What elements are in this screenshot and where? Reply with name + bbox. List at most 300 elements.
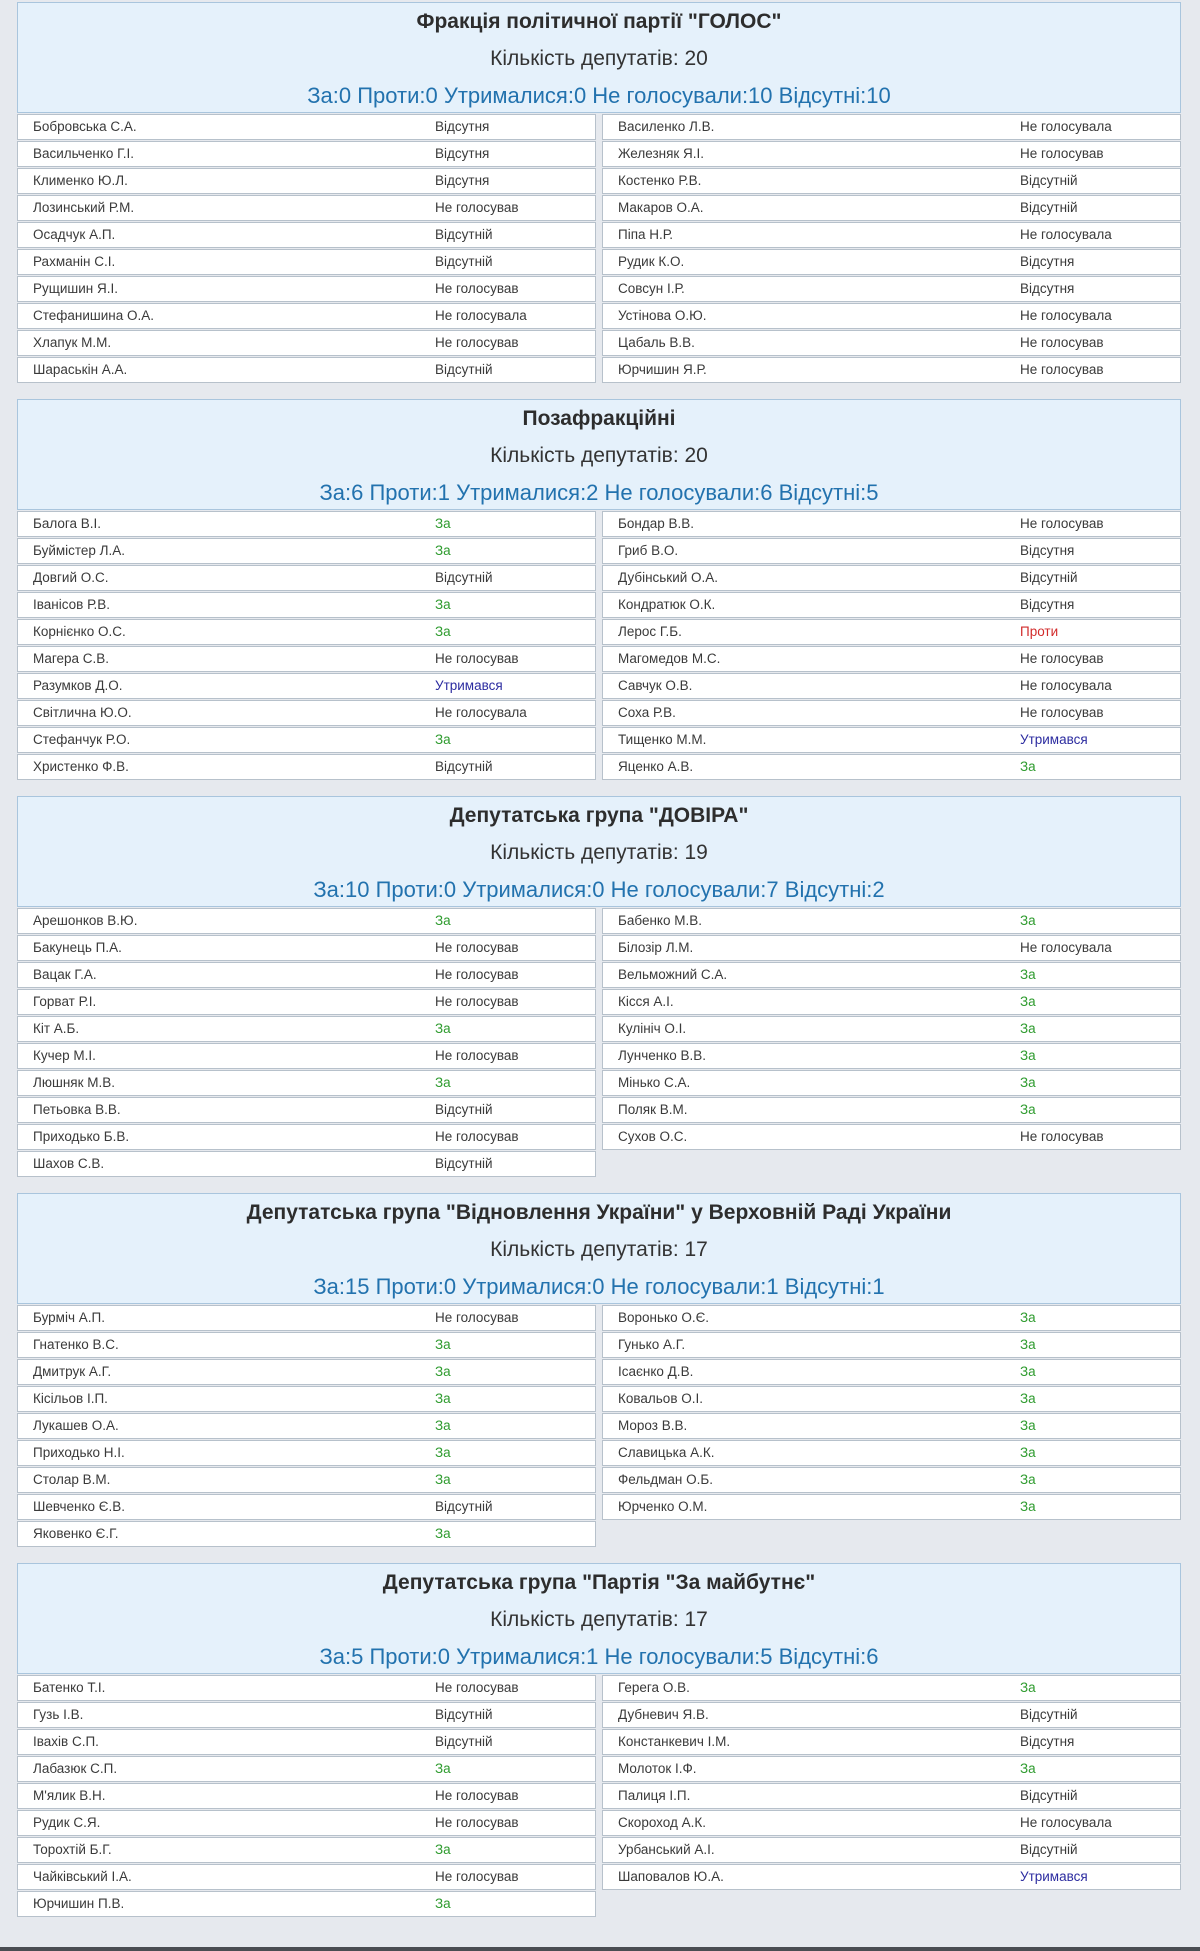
deputy-name: Фельдман О.Б. <box>618 1472 713 1487</box>
deputy-row <box>17 114 596 140</box>
deputy-name: Скороход А.К. <box>618 1815 706 1830</box>
deputy-name: Батенко Т.І. <box>33 1680 106 1695</box>
deputy-name: Шевченко Є.В. <box>33 1499 125 1514</box>
empty-cell <box>602 1151 1181 1177</box>
vote-result: Не голосував <box>435 335 519 350</box>
vote-result: За <box>1020 994 1036 1009</box>
vote-result: Не голосував <box>1020 1129 1104 1144</box>
faction-title: Депутатська група "ДОВІРА" <box>449 804 749 827</box>
deputy-name: Юрчишин П.В. <box>33 1896 125 1911</box>
deputy-vote-table <box>17 1305 1181 1547</box>
deputy-row <box>17 303 596 329</box>
deputy-name: Сухов О.С. <box>618 1129 688 1144</box>
deputy-row <box>602 619 1181 645</box>
vote-result: Не голосувала <box>1020 119 1112 134</box>
vote-result: За <box>1020 1472 1036 1487</box>
deputy-name: Славицька А.К. <box>618 1445 715 1460</box>
deputy-row <box>17 330 596 356</box>
deputy-row <box>17 1305 596 1331</box>
vote-result: Не голосувала <box>1020 1815 1112 1830</box>
vote-result: Відсутній <box>435 1156 493 1171</box>
deputy-row <box>17 1124 596 1150</box>
deputy-name: Констанкевич І.М. <box>618 1734 731 1749</box>
deputy-row <box>17 1440 596 1466</box>
vote-result: Відсутній <box>435 1499 493 1514</box>
vote-result: За <box>1020 759 1036 774</box>
deputy-row <box>602 935 1181 961</box>
vote-result: За <box>435 1761 451 1776</box>
vote-result: За <box>1020 1075 1036 1090</box>
deputy-count: Кількість депутатів: 17 <box>490 1608 708 1631</box>
deputy-name: Лозинський Р.М. <box>33 200 135 215</box>
vote-result: Не голосував <box>435 994 519 1009</box>
deputy-name: Лукашев О.А. <box>33 1418 119 1433</box>
vote-result: За <box>435 1418 451 1433</box>
vote-summary: За:6 Проти:1 Утрималися:2 Не голосували:6 Відсутні:5 <box>319 480 879 505</box>
deputy-name: Клименко Ю.Л. <box>33 173 128 188</box>
deputy-name: Кучер М.І. <box>33 1048 96 1063</box>
vote-result: Не голосував <box>435 1310 519 1325</box>
vote-result: За <box>435 1896 451 1911</box>
deputy-name: Білозір Л.М. <box>618 940 694 955</box>
vote-result: Відсутня <box>435 173 490 188</box>
deputy-name: Торохтій Б.Г. <box>33 1842 112 1857</box>
vote-result: За <box>1020 1102 1036 1117</box>
vote-result: Відсутній <box>435 570 493 585</box>
vote-result: За <box>1020 1391 1036 1406</box>
deputy-name: Кісся А.І. <box>618 994 674 1009</box>
deputy-name: Балога В.І. <box>33 516 102 531</box>
vote-result: Не голосував <box>1020 516 1104 531</box>
vote-result: Не голосувала <box>1020 940 1112 955</box>
deputy-row <box>602 249 1181 275</box>
deputy-name: Арешонков В.Ю. <box>33 913 138 928</box>
deputy-name: Поляк В.М. <box>618 1102 688 1117</box>
deputy-name: Бобровська С.А. <box>33 119 137 134</box>
deputy-name: Кондратюк О.К. <box>618 597 716 612</box>
deputy-row <box>602 1016 1181 1042</box>
deputy-name: Дубневич Я.В. <box>618 1707 709 1722</box>
vote-result: Відсутній <box>1020 1842 1078 1857</box>
vote-result: Не голосував <box>1020 362 1104 377</box>
faction-title: Депутатська група "Відновлення України" у Верховній Раді України <box>246 1201 952 1224</box>
vote-result: За <box>1020 967 1036 982</box>
vote-result: За <box>435 1391 451 1406</box>
deputy-name: Бакунець П.А. <box>33 940 122 955</box>
deputy-row <box>17 511 596 537</box>
deputy-row <box>17 1467 596 1493</box>
deputy-name: Ісаєнко Д.В. <box>618 1364 694 1379</box>
deputy-row <box>602 1124 1181 1150</box>
deputy-count: Кількість депутатів: 20 <box>490 444 708 467</box>
deputy-name: Воронько О.Є. <box>618 1310 710 1325</box>
deputy-row <box>17 1070 596 1096</box>
deputy-name: Бондар В.В. <box>618 516 694 531</box>
deputy-row <box>17 908 596 934</box>
deputy-name: Гнатенко В.С. <box>33 1337 119 1352</box>
faction-header <box>17 796 1181 907</box>
deputy-row <box>17 1097 596 1123</box>
deputy-name: Яковенко Є.Г. <box>33 1526 119 1541</box>
vote-result: Відсутній <box>1020 570 1078 585</box>
empty-cell <box>602 1521 1181 1547</box>
vote-result: Не голосував <box>435 1815 519 1830</box>
vote-result: Відсутній <box>435 227 493 242</box>
deputy-name: Гунько А.Г. <box>618 1337 686 1352</box>
deputy-name: Стефанишина О.А. <box>33 308 154 323</box>
deputy-name: Хлапук М.М. <box>33 335 112 350</box>
deputy-row <box>17 1043 596 1069</box>
deputy-name: Горват Р.І. <box>33 994 97 1009</box>
deputy-count: Кількість депутатів: 19 <box>490 841 708 864</box>
deputy-row <box>602 1305 1181 1331</box>
bottom-edge <box>0 1947 1200 1951</box>
vote-result: За <box>435 516 451 531</box>
deputy-name: Юрченко О.М. <box>618 1499 708 1514</box>
deputy-name: Столар В.М. <box>33 1472 111 1487</box>
deputy-name: Христенко Ф.В. <box>33 759 129 774</box>
deputy-name: Рудик К.О. <box>618 254 685 269</box>
deputy-row <box>602 646 1181 672</box>
deputy-row <box>602 1386 1181 1412</box>
deputy-name: Дмитрук А.Г. <box>33 1364 112 1379</box>
deputy-name: Лерос Г.Б. <box>618 624 682 639</box>
vote-result: Не голосувала <box>1020 227 1112 242</box>
vote-result: За <box>1020 1364 1036 1379</box>
deputy-row <box>17 1783 596 1809</box>
deputy-vote-table <box>17 511 1181 780</box>
vote-result: За <box>435 1472 451 1487</box>
deputy-row <box>17 168 596 194</box>
deputy-row <box>602 1729 1181 1755</box>
deputy-row <box>17 357 596 383</box>
vote-result: Не голосував <box>1020 146 1104 161</box>
deputy-row <box>17 619 596 645</box>
vote-result: Відсутній <box>435 254 493 269</box>
deputy-name: Кулініч О.І. <box>618 1021 687 1036</box>
deputy-row <box>602 1756 1181 1782</box>
deputy-name: Герега О.В. <box>618 1680 690 1695</box>
deputy-name: Дубінський О.А. <box>618 570 719 585</box>
vote-result: Відсутній <box>435 1734 493 1749</box>
deputy-count: Кількість депутатів: 20 <box>490 47 708 70</box>
faction-section <box>17 1563 1181 1917</box>
deputy-row <box>602 1494 1181 1520</box>
deputy-name: Шараськін А.А. <box>33 362 128 377</box>
deputy-row <box>17 1521 596 1547</box>
deputy-row <box>602 1043 1181 1069</box>
deputy-name: Макаров О.А. <box>618 200 704 215</box>
deputy-vote-table <box>17 908 1181 1177</box>
deputy-row <box>17 222 596 248</box>
vote-result: Відсутній <box>1020 1707 1078 1722</box>
deputy-row <box>602 276 1181 302</box>
vote-result: За <box>1020 1680 1036 1695</box>
deputy-name: Приходько Б.В. <box>33 1129 130 1144</box>
vote-result: Не голосувала <box>435 705 527 720</box>
vote-result: За <box>435 913 451 928</box>
vote-result: Відсутня <box>1020 597 1075 612</box>
deputy-name: Яценко А.В. <box>618 759 694 774</box>
deputy-name: Шахов С.В. <box>33 1156 105 1171</box>
deputy-name: Гриб В.О. <box>618 543 679 558</box>
vote-summary: За:0 Проти:0 Утрималися:0 Не голосували:10 Відсутні:10 <box>307 83 891 108</box>
deputy-row <box>602 1783 1181 1809</box>
deputy-name: Устінова О.Ю. <box>618 308 707 323</box>
vote-result: Не голосував <box>435 651 519 666</box>
deputy-name: Урбанський А.І. <box>618 1842 715 1857</box>
faction-header <box>17 399 1181 510</box>
deputy-row <box>17 1864 596 1890</box>
deputy-name: Магомедов М.С. <box>618 651 721 666</box>
deputy-row <box>602 141 1181 167</box>
vote-result: Не голосував <box>435 1048 519 1063</box>
deputy-row <box>17 141 596 167</box>
vote-result: Не голосував <box>435 281 519 296</box>
deputy-row <box>17 646 596 672</box>
deputy-name: Палиця І.П. <box>618 1788 691 1803</box>
deputy-name: Разумков Д.О. <box>33 678 123 693</box>
deputy-row <box>17 1702 596 1728</box>
vote-result: За <box>435 1526 451 1541</box>
deputy-row <box>602 673 1181 699</box>
vote-result: Відсутній <box>435 362 493 377</box>
vote-summary: За:15 Проти:0 Утрималися:0 Не голосували:1 Відсутні:1 <box>313 1274 885 1299</box>
vote-result: Не голосувала <box>1020 678 1112 693</box>
deputy-row <box>17 1413 596 1439</box>
vote-result: Утримався <box>435 678 503 693</box>
deputy-name: Шаповалов Ю.А. <box>618 1869 724 1884</box>
deputy-row <box>602 303 1181 329</box>
faction-header <box>17 2 1181 113</box>
deputy-row <box>17 1756 596 1782</box>
deputy-row <box>602 908 1181 934</box>
vote-result: За <box>1020 1337 1036 1352</box>
vote-result: Не голосував <box>435 1869 519 1884</box>
vote-result: Відсутній <box>1020 200 1078 215</box>
deputy-row <box>17 249 596 275</box>
deputy-name: Лабазюк С.П. <box>33 1761 118 1776</box>
faction-title: Позафракційні <box>522 407 676 430</box>
deputy-name: Соха Р.В. <box>618 705 676 720</box>
deputy-row <box>602 222 1181 248</box>
vote-result: Не голосував <box>435 1788 519 1803</box>
deputy-name: Кісільов І.П. <box>33 1391 108 1406</box>
deputy-row <box>17 1810 596 1836</box>
deputy-row <box>17 1386 596 1412</box>
deputy-row <box>602 1675 1181 1701</box>
deputy-name: Бабенко М.В. <box>618 913 702 928</box>
deputy-name: Василенко Л.В. <box>618 119 715 134</box>
vote-result: За <box>1020 1499 1036 1514</box>
deputy-row <box>602 1864 1181 1890</box>
deputy-row <box>602 538 1181 564</box>
deputy-name: Васильченко Г.І. <box>33 146 135 161</box>
deputy-row <box>17 1359 596 1385</box>
deputy-name: Петьовка В.В. <box>33 1102 121 1117</box>
vote-result: За <box>435 1842 451 1857</box>
vote-result: Відсутня <box>1020 281 1075 296</box>
deputy-vote-table <box>17 1675 1181 1917</box>
vote-summary: За:10 Проти:0 Утрималися:0 Не голосували:7 Відсутні:2 <box>313 877 885 902</box>
deputy-row <box>602 114 1181 140</box>
deputy-row <box>602 1413 1181 1439</box>
deputy-name: Буймістер Л.А. <box>33 543 126 558</box>
deputy-row <box>602 989 1181 1015</box>
deputy-row <box>602 727 1181 753</box>
deputy-row <box>602 1359 1181 1385</box>
vote-result: Не голосував <box>435 1129 519 1144</box>
deputy-name: Магера С.В. <box>33 651 110 666</box>
deputy-name: Бурміч А.П. <box>33 1310 105 1325</box>
vote-result: Відсутній <box>1020 1788 1078 1803</box>
deputy-name: Савчук О.В. <box>618 678 693 693</box>
deputy-name: Костенко Р.В. <box>618 173 702 188</box>
deputy-name: Тищенко М.М. <box>618 732 707 747</box>
vote-result: Утримався <box>1020 732 1088 747</box>
deputy-name: Кіт А.Б. <box>33 1021 80 1036</box>
deputy-row <box>602 1467 1181 1493</box>
deputy-row <box>602 1810 1181 1836</box>
faction-section <box>17 399 1181 780</box>
deputy-name: Вельможний С.А. <box>618 967 728 982</box>
vote-result: За <box>1020 1761 1036 1776</box>
deputy-name: Люшняк М.В. <box>33 1075 115 1090</box>
deputy-name: Чайківський І.А. <box>33 1869 132 1884</box>
vote-summary: За:5 Проти:0 Утрималися:1 Не голосували:5 Відсутні:6 <box>319 1644 879 1669</box>
vote-result: Проти <box>1020 624 1059 639</box>
deputy-row <box>602 962 1181 988</box>
deputy-name: Стефанчук Р.О. <box>33 732 131 747</box>
faction-section <box>17 2 1181 383</box>
vote-results-page <box>17 2 1181 1933</box>
deputy-name: Ковальов О.І. <box>618 1391 703 1406</box>
vote-result: За <box>435 732 451 747</box>
vote-result: За <box>435 1364 451 1379</box>
vote-result: Відсутня <box>1020 1734 1075 1749</box>
deputy-name: Рахманін С.І. <box>33 254 116 269</box>
vote-result: За <box>435 1337 451 1352</box>
vote-result: Відсутня <box>1020 543 1075 558</box>
vote-result: Відсутній <box>435 1707 493 1722</box>
deputy-row <box>17 1151 596 1177</box>
deputy-row <box>17 1675 596 1701</box>
deputy-row <box>602 1702 1181 1728</box>
deputy-name: Іванісов Р.В. <box>33 597 111 612</box>
deputy-row <box>17 565 596 591</box>
vote-result: Відсутній <box>1020 173 1078 188</box>
vote-result: Не голосував <box>435 967 519 982</box>
deputy-name: Рущишин Я.І. <box>33 281 118 296</box>
vote-result: За <box>435 1075 451 1090</box>
deputy-row <box>602 700 1181 726</box>
deputy-name: Молоток І.Ф. <box>618 1761 697 1776</box>
vote-result: За <box>1020 1418 1036 1433</box>
deputy-name: Івахів С.П. <box>33 1734 99 1749</box>
deputy-name: Железняк Я.І. <box>618 146 705 161</box>
deputy-vote-table <box>17 114 1181 383</box>
deputy-row <box>602 592 1181 618</box>
deputy-name: Приходько Н.І. <box>33 1445 125 1460</box>
vote-result: Відсутній <box>435 1102 493 1117</box>
deputy-row <box>602 1070 1181 1096</box>
faction-header <box>17 1563 1181 1674</box>
vote-result: За <box>1020 1445 1036 1460</box>
faction-title: Фракція політичної партії "ГОЛОС" <box>416 10 782 33</box>
deputy-row <box>602 195 1181 221</box>
faction-section <box>17 796 1181 1177</box>
faction-title: Депутатська група "Партія "За майбутнє" <box>382 1571 816 1594</box>
deputy-row <box>602 1097 1181 1123</box>
vote-result: За <box>1020 1310 1036 1325</box>
vote-result: Не голосувала <box>1020 308 1112 323</box>
vote-result: Не голосував <box>435 1680 519 1695</box>
deputy-name: Світлична Ю.О. <box>33 705 132 720</box>
deputy-row <box>17 1891 596 1917</box>
vote-result: За <box>435 1021 451 1036</box>
vote-result: За <box>435 543 451 558</box>
deputy-name: Корнієнко О.С. <box>33 624 126 639</box>
vote-result: Відсутній <box>435 759 493 774</box>
deputy-row <box>602 357 1181 383</box>
vote-result: За <box>435 1445 451 1460</box>
deputy-row <box>17 1016 596 1042</box>
vote-result: Не голосувала <box>435 308 527 323</box>
deputy-name: Лунченко В.В. <box>618 1048 707 1063</box>
deputy-row <box>17 935 596 961</box>
deputy-row <box>602 168 1181 194</box>
deputy-name: Піпа Н.Р. <box>618 227 673 242</box>
empty-cell <box>602 1891 1181 1917</box>
deputy-name: Мінько С.А. <box>618 1075 691 1090</box>
vote-result: Відсутня <box>435 119 490 134</box>
deputy-row <box>602 1440 1181 1466</box>
deputy-row <box>602 565 1181 591</box>
deputy-name: Довгий О.С. <box>33 570 109 585</box>
vote-result: Не голосував <box>1020 705 1104 720</box>
deputy-row <box>17 538 596 564</box>
deputy-name: М'ялик В.Н. <box>33 1788 106 1803</box>
vote-result: Утримався <box>1020 1869 1088 1884</box>
deputy-row <box>17 1837 596 1863</box>
deputy-name: Осадчук А.П. <box>33 227 116 242</box>
deputy-row <box>17 1332 596 1358</box>
deputy-name: Совсун І.Р. <box>618 281 685 296</box>
deputy-row <box>17 592 596 618</box>
deputy-count: Кількість депутатів: 17 <box>490 1238 708 1261</box>
deputy-row <box>602 511 1181 537</box>
deputy-row <box>17 673 596 699</box>
vote-result: Відсутня <box>435 146 490 161</box>
vote-result: За <box>435 597 451 612</box>
deputy-row <box>17 1494 596 1520</box>
deputy-name: Вацак Г.А. <box>33 967 97 982</box>
deputy-row <box>17 276 596 302</box>
deputy-row <box>17 754 596 780</box>
vote-result: За <box>1020 1048 1036 1063</box>
vote-result: За <box>1020 913 1036 928</box>
deputy-name: Мороз В.В. <box>618 1418 688 1433</box>
vote-result: За <box>1020 1021 1036 1036</box>
deputy-name: Цабаль В.В. <box>618 335 695 350</box>
faction-header <box>17 1193 1181 1304</box>
deputy-row <box>17 195 596 221</box>
deputy-row <box>17 989 596 1015</box>
deputy-name: Юрчишин Я.Р. <box>618 362 707 377</box>
deputy-row <box>602 754 1181 780</box>
vote-result: Не голосував <box>1020 651 1104 666</box>
deputy-row <box>17 962 596 988</box>
